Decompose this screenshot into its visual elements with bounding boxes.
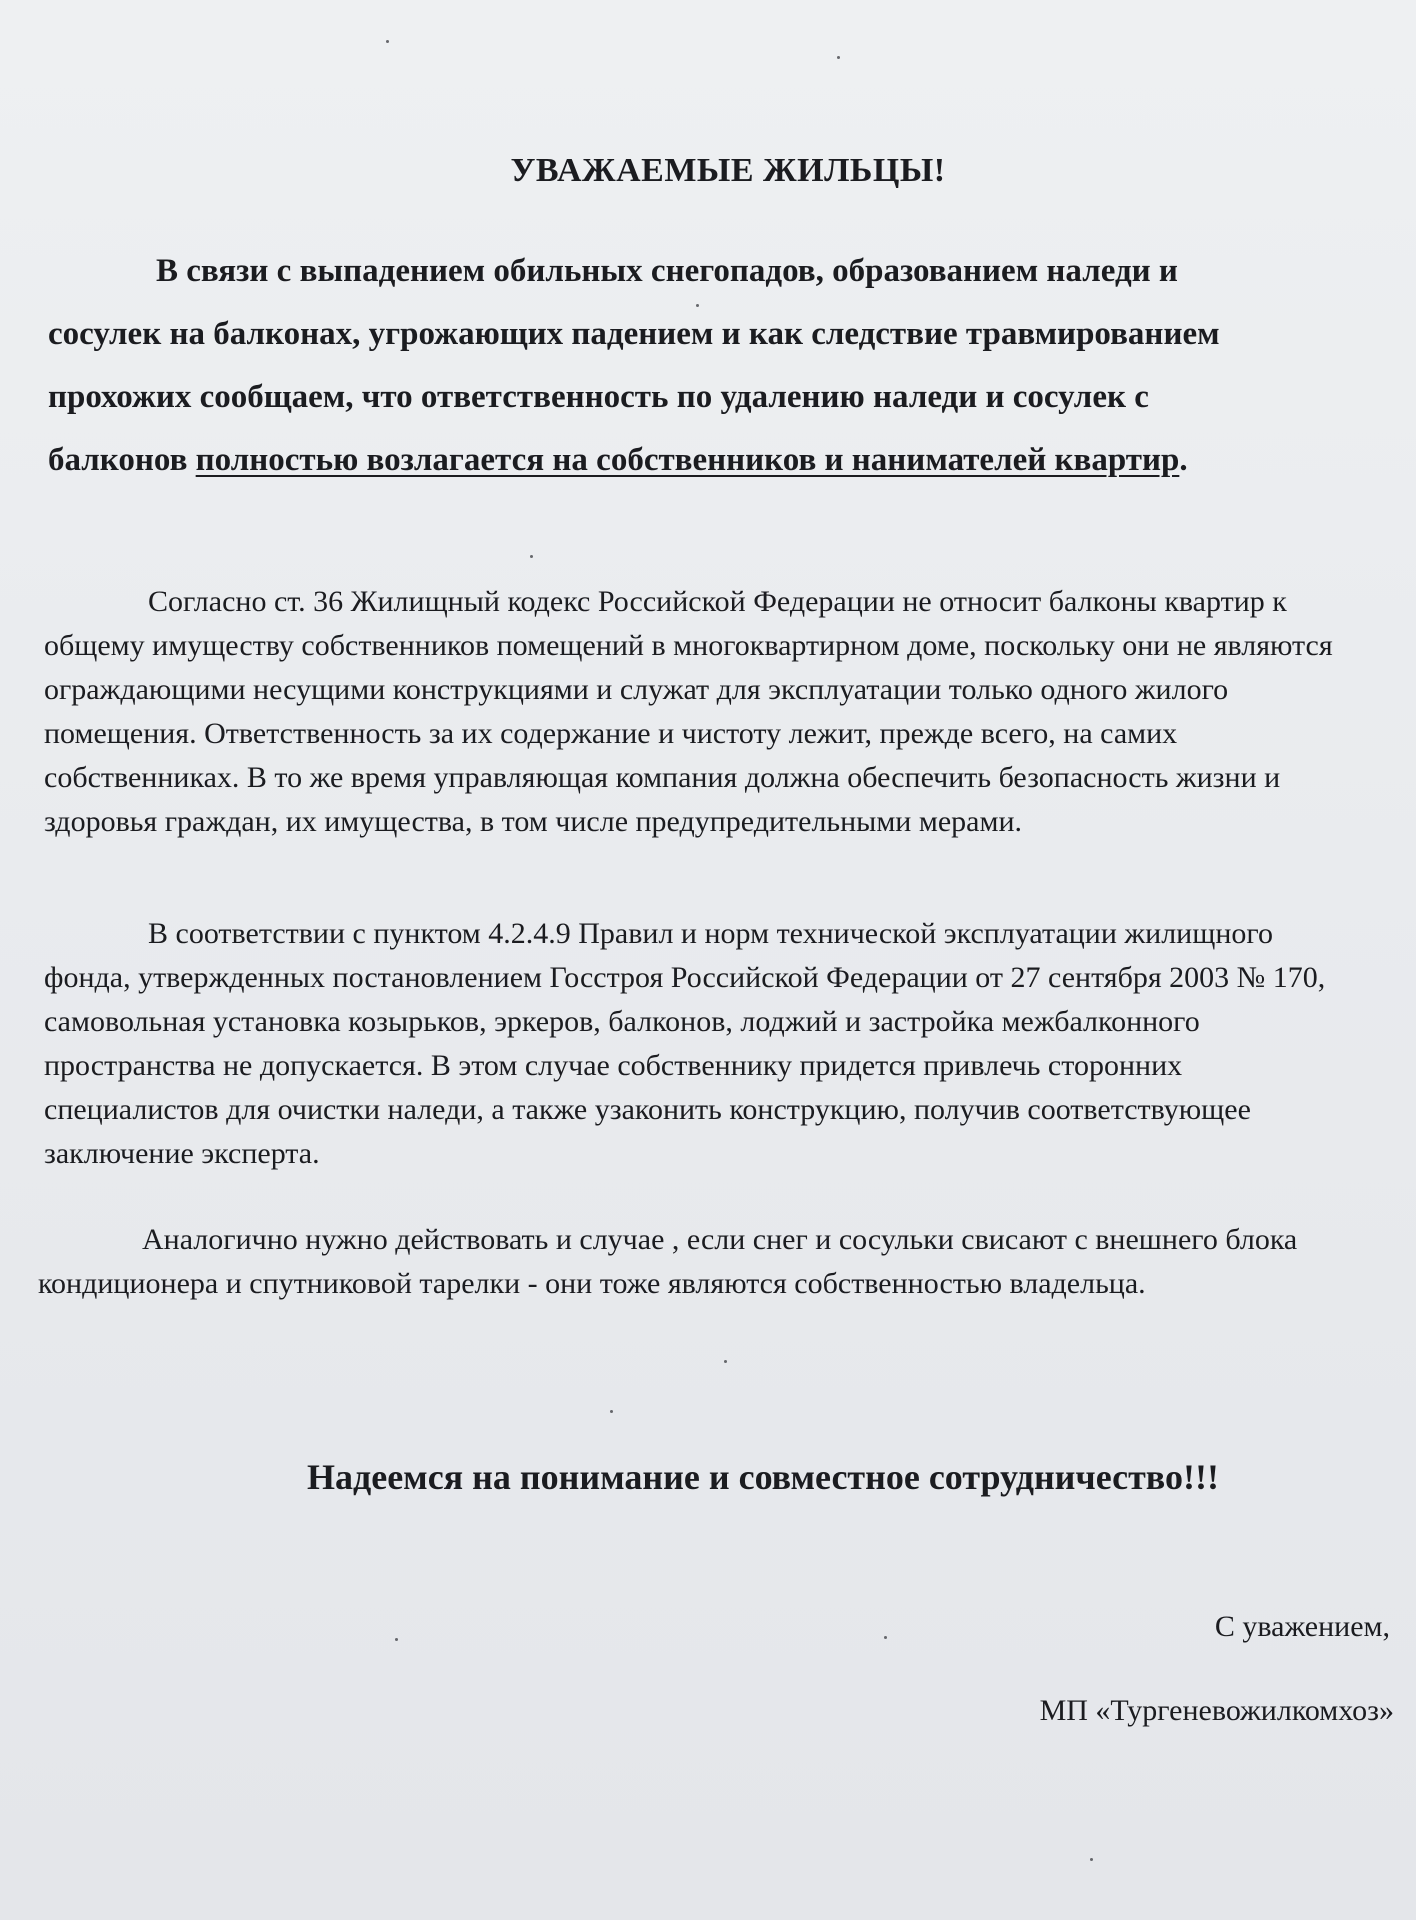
lead-indent [48, 253, 156, 289]
lead-paragraph [48, 240, 1248, 492]
regards-line: С уважением, [1214, 1610, 1390, 1643]
paper-speck [837, 56, 840, 59]
paper-speck [395, 1638, 398, 1641]
paragraph-indent [44, 585, 148, 618]
paragraph-air-conditioner-text: Аналогично нужно действовать и случае , если снег и сосульки свисают с внешнего блока кондиционера и спутниковой тарелки - они тоже являются собственностью владельца. [38, 1223, 1298, 1300]
paper-speck [610, 1410, 613, 1413]
lead-text: В связи с выпадением обильных снегопадов, образованием наледи и сосулек на балконах, угрожающих падением и как следствие травмированием прохожих сообщаем, что ответственность по удалению наледи и сосулек с балконов [48, 253, 1220, 478]
paragraph-housing-code [44, 580, 1334, 844]
paragraph-technical-rules-text: В соответствии с пунктом 4.2.4.9 Правил и норм технической эксплуатации жилищного фонда, утвержденных постановлением Госстроя Российской Федерации от 27 сентября 2003 № 170, самовольная установка козырьков, эркеров, балконов, лоджий и застройка межбалконного пространства не допускается. В этом случае собственнику придется привлечь сторонних специалистов для очистки наледи, а также узаконить конструкцию, получив соответствующее заключение эксперта. [44, 917, 1326, 1170]
notice-title: УВАЖАЕМЫЕ ЖИЛЬЦЫ! [510, 152, 946, 189]
paragraph-housing-code-text: Согласно ст. 36 Жилищный кодекс Российской Федерации не относит балконы квартир к общему имуществу собственников помещений в многоквартирном доме, поскольку они не являются ограждающими несущими конструкциями и служат для эксплуатации только одного жилого помещения. Ответственность за их содержание и чистоту лежит, прежде всего, на самих собственниках. В то же время управляющая компания должна обеспечить безопасность жизни и здоровья граждан, их имущества, в том числе предупредительными мерами. [44, 585, 1333, 838]
paragraph-indent [44, 917, 148, 950]
paper-speck [1090, 1858, 1093, 1861]
lead-underlined-text: полностью возлагается на собственников и нанимателей квартир [195, 442, 1180, 478]
closing-line: Надеемся на понимание и совместное сотрудничество!!! [307, 1457, 1219, 1497]
paragraph-air-conditioner [38, 1218, 1328, 1306]
paragraph-indent [38, 1223, 142, 1256]
paper-speck [386, 40, 389, 43]
paper-speck [530, 555, 533, 558]
paper-speck [724, 1360, 727, 1363]
lead-end: . [1179, 442, 1188, 478]
paper-speck [884, 1636, 887, 1639]
paragraph-technical-rules [44, 912, 1334, 1176]
organization-signature: МП «Тургеневожилкомхоз» [1039, 1694, 1394, 1727]
